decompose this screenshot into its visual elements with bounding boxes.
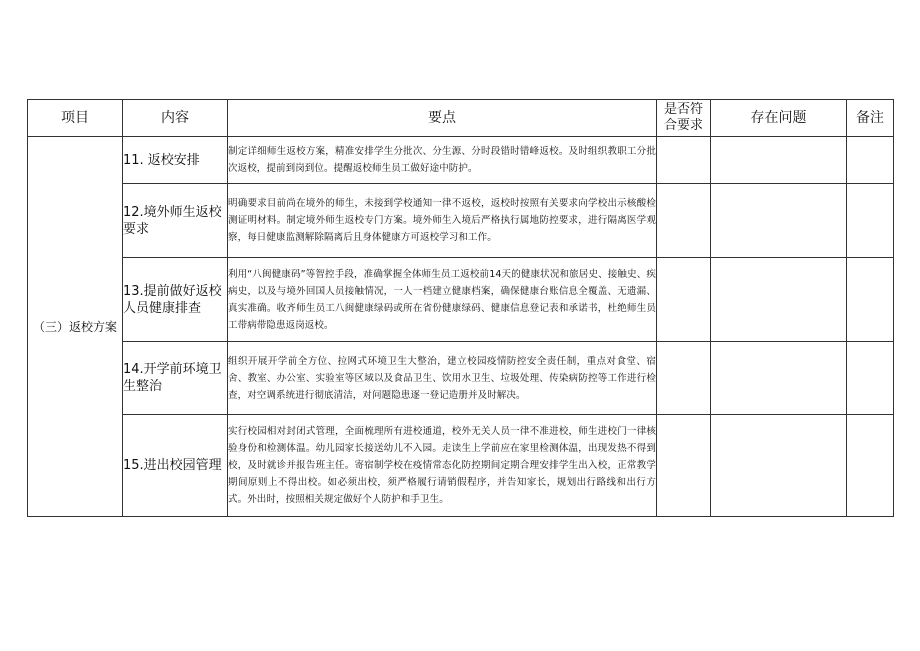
checklist-table (27, 99, 894, 517)
issues-cell[interactable] (711, 184, 847, 258)
compliance-cell[interactable] (657, 184, 711, 258)
row-content: 11. 返校安排 (123, 137, 228, 184)
remarks-cell[interactable] (847, 184, 894, 258)
section-project-cell: （三）返校方案 (28, 137, 123, 517)
issues-cell[interactable] (711, 415, 847, 517)
table-row (28, 415, 894, 517)
table-row (28, 137, 894, 184)
issues-cell[interactable] (711, 258, 847, 342)
header-compliance: 是否符合要求 (657, 100, 711, 137)
row-points: 实行校园相对封闭式管理，全面梳理所有进校通道，校外无关人员一律不准进校，师生进校门一律核验身份和检测体温。幼儿园家长接送幼儿不入园。走读生上学前应在家里检测体温，出现发热不得到校，及时就诊并报告班主任。寄宿制学校在疫情常态化防控期间定期合理安排学生出入校，正常教学期间原则上不得出校。如必须出校，须严格履行请销假程序，并告知家长，规划出行路线和出行方式。外出时，按照相关规定做好个人防护和手卫生。 (228, 415, 657, 517)
row-content: 14.开学前环境卫生整治 (123, 342, 228, 415)
row-content: 12.境外师生返校要求 (123, 184, 228, 258)
row-points: 制定详细师生返校方案，精准安排学生分批次、分生源、分时段错时错峰返校。及时组织教职工分批次返校，提前到岗到位。提醒返校师生员工做好途中防护。 (228, 137, 657, 184)
header-issues: 存在问题 (711, 100, 847, 137)
remarks-cell[interactable] (847, 415, 894, 517)
compliance-cell[interactable] (657, 342, 711, 415)
issues-cell[interactable] (711, 342, 847, 415)
row-points: 明确要求目前尚在境外的师生，未接到学校通知一律不返校，返校时按照有关要求向学校出示核酸检测证明材料。制定境外师生返校专门方案。境外师生入境后严格执行属地防控要求，进行隔离医学观察，每日健康监测解除隔离后且身体健康方可返校学习和工作。 (228, 184, 657, 258)
compliance-cell[interactable] (657, 258, 711, 342)
header-points: 要点 (228, 100, 657, 137)
table-row (28, 342, 894, 415)
compliance-cell[interactable] (657, 415, 711, 517)
table-row (28, 258, 894, 342)
issues-cell[interactable] (711, 137, 847, 184)
header-remarks: 备注 (847, 100, 894, 137)
header-project: 项目 (28, 100, 123, 137)
row-content: 15.进出校园管理 (123, 415, 228, 517)
row-points: 利用“八闽健康码”等智控手段，准确掌握全体师生员工返校前14天的健康状况和旅居史、接触史、疾病史，以及与境外回国人员接触情况，一人一档建立健康档案，确保健康台账信息全覆盖、无遗漏、真实准确。收齐师生员工八闽健康绿码或所在省份健康绿码、健康信息登记表和承诺书，杜绝师生员工带病带隐患返岗返校。 (228, 258, 657, 342)
compliance-cell[interactable] (657, 137, 711, 184)
header-content: 内容 (123, 100, 228, 137)
remarks-cell[interactable] (847, 137, 894, 184)
row-points: 组织开展开学前全方位、拉网式环境卫生大整治，建立校园疫情防控安全责任制，重点对食堂、宿舍、教室、办公室、实验室等区域以及食品卫生、饮用水卫生、垃圾处理、传染病防控等工作进行检查，对空调系统进行彻底清洁，对问题隐患逐一登记造册并及时解决。 (228, 342, 657, 415)
table-row (28, 184, 894, 258)
row-content: 13.提前做好返校人员健康排查 (123, 258, 228, 342)
remarks-cell[interactable] (847, 258, 894, 342)
remarks-cell[interactable] (847, 342, 894, 415)
header-row (28, 100, 894, 137)
